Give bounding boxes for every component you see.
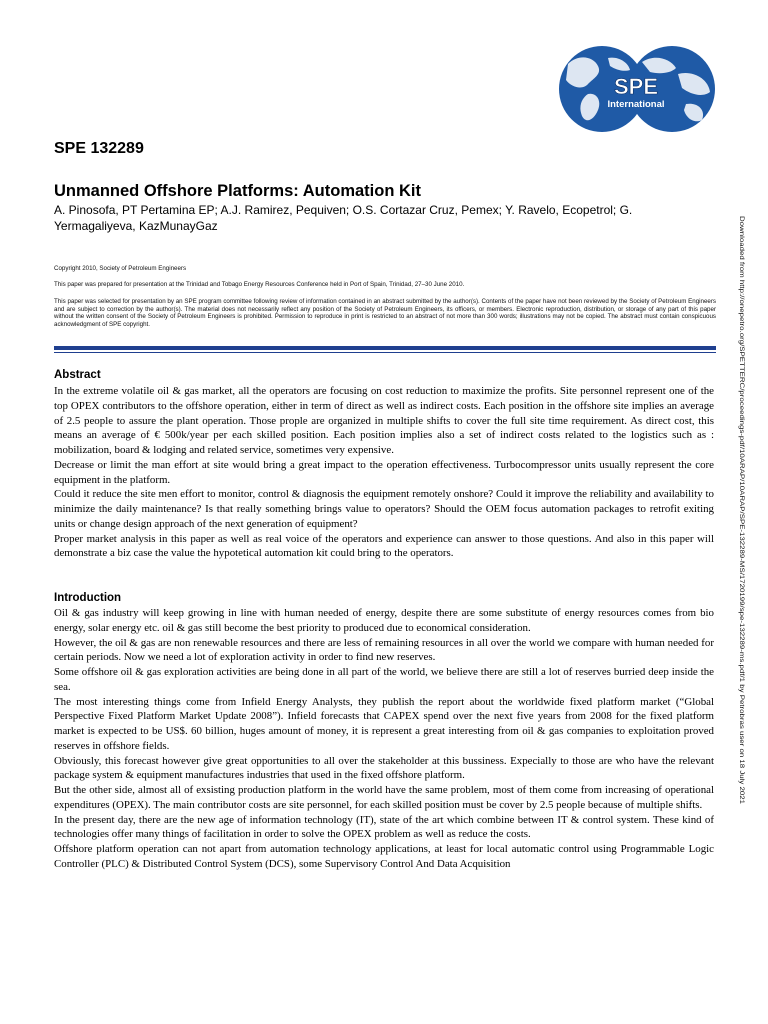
paper-number: SPE 132289 [54, 140, 144, 157]
abstract-paragraph: Proper market analysis in this paper as well as real voice of the operators and experience can answer to those questions. And also in this paper will demonstrate a biz case the value the hypotetical automation kit could bring to the operators. [54, 532, 714, 560]
paper-title: Unmanned Offshore Platforms: Automation Kit [54, 182, 421, 200]
introduction-paragraph: Some offshore oil & gas exploration activities are being done in all part of the world, we believe there are still a lot of reserves burried deep inside the sea. [54, 666, 714, 693]
abstract-heading: Abstract [54, 369, 101, 381]
copyright-notice: Copyright 2010, Society of Petroleum Engineers [54, 265, 187, 272]
abstract-paragraph: In the extreme volatile oil & gas market, all the operators are focusing on cost reduction to maximize the profits. Site personnel represent one of the top OPEX contributors to the offshore operation, either in term of direct as well as indirect costs. Each position in the offshore site implies an average of 2.5 people to assure the plant operation. Those prople are organized in multiple shifts to cover the full site time requirement. As direct cost, this means an average of € 500k/year per each skilled position. Each position implies also a set of indirect costs related to the logistics such as : mobilization, board & lodging and related service, sometimes very expensive. [54, 385, 714, 456]
download-watermark [734, 216, 754, 806]
introduction-paragraph: Oil & gas industry will keep growing in line with human needed of energy, despite there are some substitute of energy resources comes from bio energy, solar energy etc. oil & gas still become the best priority to produced due to economical consideration. [54, 607, 714, 634]
logo-international-text: International [607, 99, 665, 110]
introduction-paragraph: Offshore platform operation can not apart from automation technology applications, at least for local automatic control using Programmable Logic Controller (PLC) & Distributed Control System (DCS), some Supervisory Control And Data Acquisition [54, 843, 714, 870]
prepared-notice: This paper was prepared for presentation at the Trinidad and Tobago Energy Resources Conference held in Port of Spain, Trinidad, 27–30 June 2010. [54, 281, 465, 288]
spe-international-logo [558, 44, 718, 134]
introduction-body [54, 606, 714, 872]
introduction-heading: Introduction [54, 592, 122, 604]
introduction-paragraph: Obviously, this forecast however give great opportunities to all over the stakeholder at this bussiness. Expecially to those are who have the relevant package system & equipment manufactures industries that used in the fixed offshore platform. [54, 754, 714, 782]
abstract-paragraph: Decrease or limit the man effort at site would bring a great impact to the operation effectiveness. Turbocompressor units usually represent the core equipment in the platform. [54, 458, 714, 486]
introduction-paragraph: However, the oil & gas are non renewable resources and there are less of remaining resources in all over the world we compare with human needed for certain periods. Now we need a lot of exploration activity in order to find new reserves. [54, 636, 714, 664]
header-divider-thick [54, 346, 716, 350]
introduction-paragraph: In the present day, there are the new age of information technology (IT), state of the art which combine between IT & control system. These kind of technologies offer many things of facilitation in order to solve the OPEX problem as well as reduce the costs. [54, 813, 714, 841]
paper-authors: A. Pinosofa, PT Pertamina EP; A.J. Ramirez, Pequiven; O.S. Cortazar Cruz, Pemex; Y. Ravelo, Ecopetrol; G. Yermagaliyeva, KazMunayGaz [54, 203, 633, 233]
logo-spe-text: SPE [613, 74, 659, 99]
download-watermark-text: Downloaded from http://onepetro.org/SPETTERC/proceedings-pdf/10ARAP/10ARAP/SPE-132289-MS/1720199/spe-132289-ms.pdf/1 by Petrobras user on 18 July 2021 [738, 216, 745, 694]
abstract-paragraph: Could it reduce the site men effort to monitor, control & diagnosis the equipment remotely onshore? Could it improve the reliability and availability to minimize the daily maintenance? Is that really something brings value to operators? Should the OEM focus automation packages to retrofit exiting units or change design approach of the next generation of equipment? [54, 488, 714, 530]
introduction-paragraph: But the other side, almost all of exsisting production platform in the world have the same problem, most of them come from increasing of operational expenditures (OPEX). The main contributor costs are site personnel, for each skilled position must be cover by 2.5 people because of multiple shifts. [54, 784, 714, 811]
abstract-body [54, 384, 714, 561]
header-divider-thin [54, 352, 716, 353]
introduction-paragraph: The most interesting things come from Infield Energy Analysts, they publish the report about the worldwide fixed platform market (“Global Perspective Fixed Platform Market Update 2008”). Infield forecasts that CAPEX spend over the next five years from 2008 for the fixed platform market is expected to be US$. 60 billion, huges amount of money, it is represent a great interesting from oil & gas companies to exploitation proved reserves in offshore fields. [54, 695, 714, 752]
selection-notice: This paper was selected for presentation by an SPE program committee following review of information contained in an abstract submitted by the author(s). Contents of the paper have not been reviewed by the Society of Petroleum Engineers and are subject to correction by the author(s). The material does not necessarily reflect any position of the Society of Petroleum Engineers, its officers, or members. Electronic reproduction, distribution, or storage of any part of this paper without the written consent of the Society of Petroleum Engineers is prohibited. Permission to reproduce in print is restricted to an abstract of not more than 300 words; illustrations may not be copied. The abstract must contain conspicuous acknowledgment of SPE copyright. [54, 298, 716, 329]
